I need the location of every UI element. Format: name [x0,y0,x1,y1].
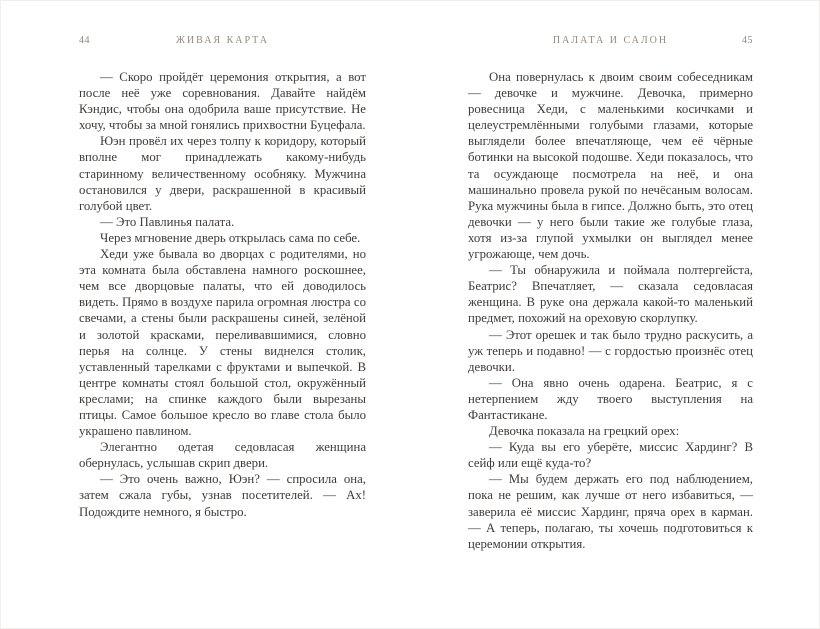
left-running-title: ЖИВАЯ КАРТА [175,35,270,46]
left-page-body [79,69,366,520]
paragraph: — Это Павлинья палата. [100,214,235,229]
paragraph: — Она явно очень одарена. Беатрис, я с нетерпением жду твоего выступления на Фантастикане. [468,375,753,422]
paragraph: — Этот орешек и так было трудно раскусить, а уж теперь и подавно! — с гордостью произнёс отец девочки. [468,327,753,374]
paragraph: — Мы будем держать его под наблюдением, пока не решим, как лучше от него избавиться, — заверила её миссис Хардинг, пряча орех в карман. — А теперь, полагаю, ты хочешь подготовиться к церемонии открытия. [468,472,753,551]
paragraph: — Ты обнаружила и поймала полтергейста, Беатрис? Впечатляет, — сказала седовласая женщина. В руке она держала какой-то маленький предмет, похожий на ореховую скорлупку. [468,263,753,326]
left-page-header [79,35,366,49]
paragraph: Хеди уже бывала во дворцах с родителями, но эта комната была обставлена намного роскошнее, чем все дворцовые палаты, что ей доводилось видеть. Прямо в воздухе парила огромная люстра со свечами, а стены были раскрашены синей, зелёной и золотой красками, переливавшимися, словно перья на солнце. У стены виднелся столик, уставленный тарелками с фруктами и выпечкой. В центре комнаты стоял большой стол, окружённый креслами; на спинке каждого были вырезаны птицы. Самое большое кресло во главе стола было украшено павлином. [79,247,366,439]
left-page [1,1,410,628]
paragraph: — Скоро пройдёт церемония открытия, а вот после неё уже соревнования. Давайте найдём Кэндис, чтобы она одобрила ваше присутствие. Не хочу, чтобы за мной гонялись прихвостни Буцефала. [79,70,366,133]
paragraph: Девочка показала на грецкий орех: [489,424,680,439]
right-page-header [468,35,753,49]
paragraph: Через мгновение дверь открылась сама по себе. [100,230,361,245]
left-page-number: 44 [79,35,90,46]
right-page-number: 45 [742,35,753,46]
paragraph: Она повернулась к двоим своим собеседникам — девочке и мужчине. Девочка, примерно ровесница Хеди, с маленькими косичками и целеустремлёнными голубыми глазами, которые выглядели более впечатляюще, чем её чёрные ботинки на высокой подошве. Хеди показалось, что та осуждающе посмотрела на неё, и она машинально провела рукой по нечёсаным волосам. Рука мужчины была в гипсе. Должно быть, это отец девочки — у него были такие же голубые глаза, хотя из-за глупой ухмылки он выглядел менее угрожающе, чем дочь. [468,70,753,262]
paragraph: Юэн провёл их через толпу к коридору, который вполне мог принадлежать какому-нибудь старинному величественному особняку. Мужчина остановился у двери, раскрашенной в красивый голубой цвет. [79,134,366,213]
paragraph: — Это очень важно, Юэн? — спросила она, затем сжала губы, узнав посетителей. — Ах! Подождите немного, я быстро. [79,472,366,519]
right-running-title: ПАЛАТА И САЛОН [552,35,669,46]
paragraph: — Куда вы его уберёте, миссис Хардинг? В сейф или ещё куда-то? [468,440,753,471]
right-page [410,1,819,628]
right-page-body [468,69,753,552]
paragraph: Элегантно одетая седовласая женщина обернулась, услышав скрип двери. [79,440,366,471]
